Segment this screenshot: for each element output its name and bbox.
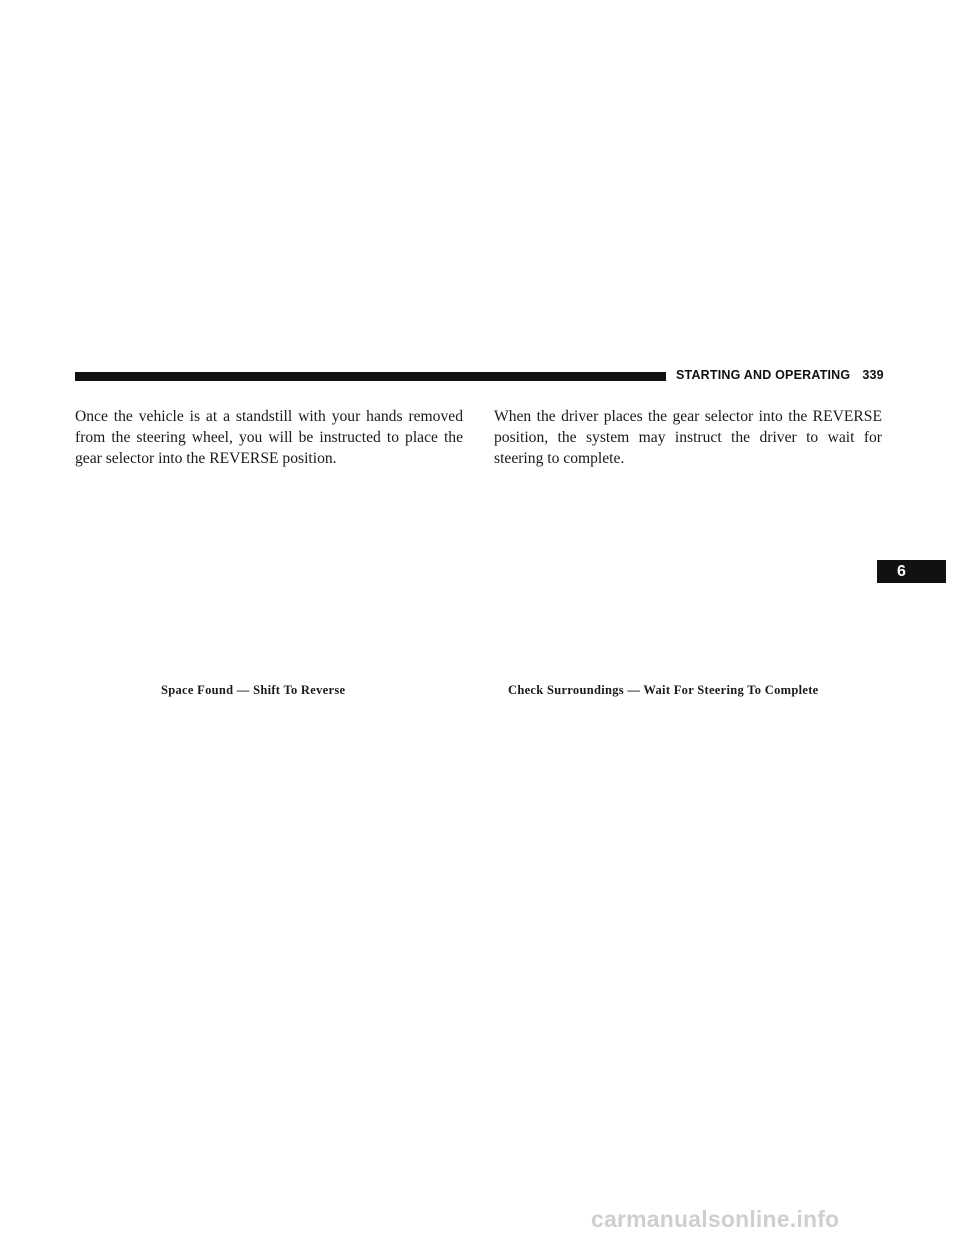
right-paragraph: When the driver places the gear selector into the REVERSE position, the system may instruct the driver to wait for steering to complete. xyxy=(494,407,882,467)
running-header xyxy=(676,368,884,382)
section-title: STARTING AND OPERATING xyxy=(676,368,851,382)
chapter-tab: 6 xyxy=(877,560,946,583)
watermark: carmanualsonline.info xyxy=(591,1206,840,1232)
figure-caption-left: Space Found — Shift To Reverse xyxy=(161,683,346,697)
header-rule xyxy=(75,372,666,381)
left-paragraph: Once the vehicle is at a standstill with your hands removed from the steering wheel, you will be instructed to place the gear selector into the REVERSE position. xyxy=(75,407,463,467)
figure-caption-right: Check Surroundings — Wait For Steering To Complete xyxy=(508,683,819,697)
page-number: 339 xyxy=(862,368,884,382)
